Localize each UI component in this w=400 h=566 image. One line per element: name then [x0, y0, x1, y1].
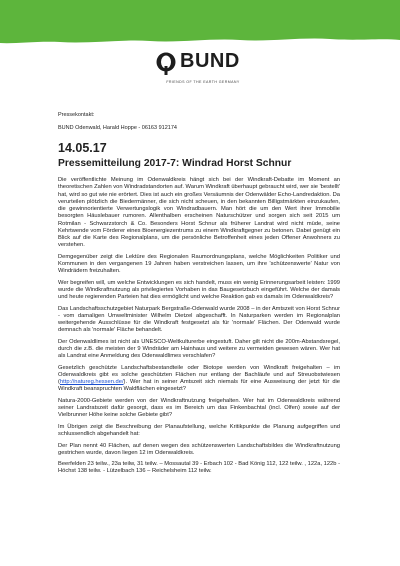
press-release-title: Pressemitteilung 2017-7: Windrad Horst Schnur	[58, 158, 292, 169]
press-contact-line: BUND Odenwald, Harald Hoppe - 06163 912174	[58, 125, 177, 131]
paragraph-with-link	[58, 365, 340, 394]
bund-logo-icon	[155, 52, 177, 76]
paragraph: Der Odenwaldlimes ist nicht als UNESCO-Weltkulturerbe eingestuft. Daher gilt nicht die 200m-Abstandsregel, durch die z.B. die meisten der 9 Windräder am Hainhaus und weitere zu vermeiden gewesen wären. Wer hat als Landrat eine Anmeldung des Odenwaldlimes verschlafen?	[58, 338, 340, 360]
paragraph: Im Übrigen zeigt die Beschreibung der Planaufstellung, welche Kritikpunkte die Planung aufgegriffen und schlussendlich abgehandelt hat:	[58, 423, 340, 438]
paragraph: Die veröffentlichte Meinung im Odenwaldkreis hängt sich bei der Windkraft-Debatte im Moment an theoretischen Zahlen von Windradstandorten auf. Warum Windkraft überhaupt gebraucht wird, wer sie 'bestellt' hat, wird so gut wie nie erörtert. Dies ist auch ein großes Versäumnis der Odenwälder Echo-Landredaktion. Da verurteilen plötzlich die Biedermänner, die sich nicht scheuen, in den bekannten Billigstmärkten einzukaufen, die gewinnorientierte Verwertungslogik von Windradbauern. Man hört die um den Wert ihrer Immobilie besorgten Häuslebauer rumoren. Allenthalben erscheinen Naturschützer und sorgen sich seit 2015 um Rotmilan - Schwarzstorch & Co. Besonders Horst Schnur als früherer Landrat wird nicht müde, seine Kehrtwende vom Förderer eines Bioenergiezentrums zu einem Windkraftgegner zu betonen. Dabei genügt ein Blick auf die Karte des Regionalplans, um die persönliche Betroffenheit eines jeden Offener Anwohners zu verstehen.	[58, 177, 340, 249]
green-banner-shape	[0, 0, 400, 46]
green-header-band	[0, 0, 400, 46]
press-contact-label: Pressekontakt:	[58, 112, 95, 118]
logo-tagline: FRIENDS OF THE EARTH GERMANY	[166, 80, 240, 84]
paragraph-text-after-link: ). Wer hat in seiner Amtszeit sich niemals für eine Ausweisung der jetzt für die Windkraft beanspruchten Waldflächen eingesetzt?	[58, 379, 340, 393]
bund-logo	[155, 50, 245, 78]
natureg-hessen-link[interactable]: http://natureg.hessen.de/	[59, 379, 124, 386]
paragraph: Beerfelden 23 teilw., 23a teilw, 31 teilw. – Mossautal 39 - Erbach 102 - Bad König 112, 122 teilw. , 122a, 122b - Höchst 138 teilw. - Lützelbach 136 – Reichelsheim 112 teilw.	[58, 461, 340, 475]
body-paragraphs	[58, 177, 340, 476]
paragraph-text-before-link: Gesetzlich geschützte Landschaftsbestandteile oder Biotope werden von Windkraft freigehalten – im Odenwaldkreis gibt es solche geschützten Flächen nur entlang der Bachläufe und auf Streuobstwiesen (	[58, 364, 340, 386]
paragraph: Das Landschaftsschutzgebiet Naturpark Bergstraße-Odenwald wurde 2008 – in der Amtszeit von Horst Schnur - vom damaligen Umweltminister Wilhelm Dietzel abgeschafft. In Naturparken werden im Regionalplan weitergehende Ausschlüsse für die Windkraft festgesetzt als für 'normale' Flächen. Der Odenwald wurde demnach als 'normale' Fläche behandelt.	[58, 305, 340, 334]
paragraph: Der Plan nennt 40 Flächen, auf denen wegen des schützenswerten Landschaftsbildes die Windkraftnutzung gestrichen wurde, davon liegen 12 im Odenwaldkreis.	[58, 442, 340, 456]
release-date: 14.05.17	[58, 141, 107, 155]
paragraph: Wer begreifen will, um welche Entwicklungen es sich handelt, muss ein wenig Erinnerungsarbeit leisten: 1999 wurde die Windkraftnutzung als privilegiertes Vorhaben in das Baugesetzbuch eingeführt. Welche der damals und heute regierenden Parteien hat dies ermöglicht und welche Reaktion gab es damals im Odenwaldkreis?	[58, 279, 340, 301]
document-body	[58, 112, 340, 480]
bund-logo-wordmark: BUND	[180, 50, 240, 72]
paragraph: Demgegenüber zeigt die Lektüre des Regionalen Raumordnungsplans, welche Möglichkeiten Politiker und Kommunen in den vergangenen 19 Jahren haben verstreichen lassen, um ihre 'schützenswerte' Natur von Windrädern freizuhalten.	[58, 253, 340, 275]
paragraph: Natura-2000-Gebiete werden von der Windkraftnutzung freigehalten. Wer hat im Odenwaldkreis während seiner Landratszeit dafür gesorgt, dass es im Bereich um das Finkenbachtal (incl. Olfen) sowie auf der Vielbrunner Höhe keine solche Gebiete gibt?	[58, 397, 340, 419]
